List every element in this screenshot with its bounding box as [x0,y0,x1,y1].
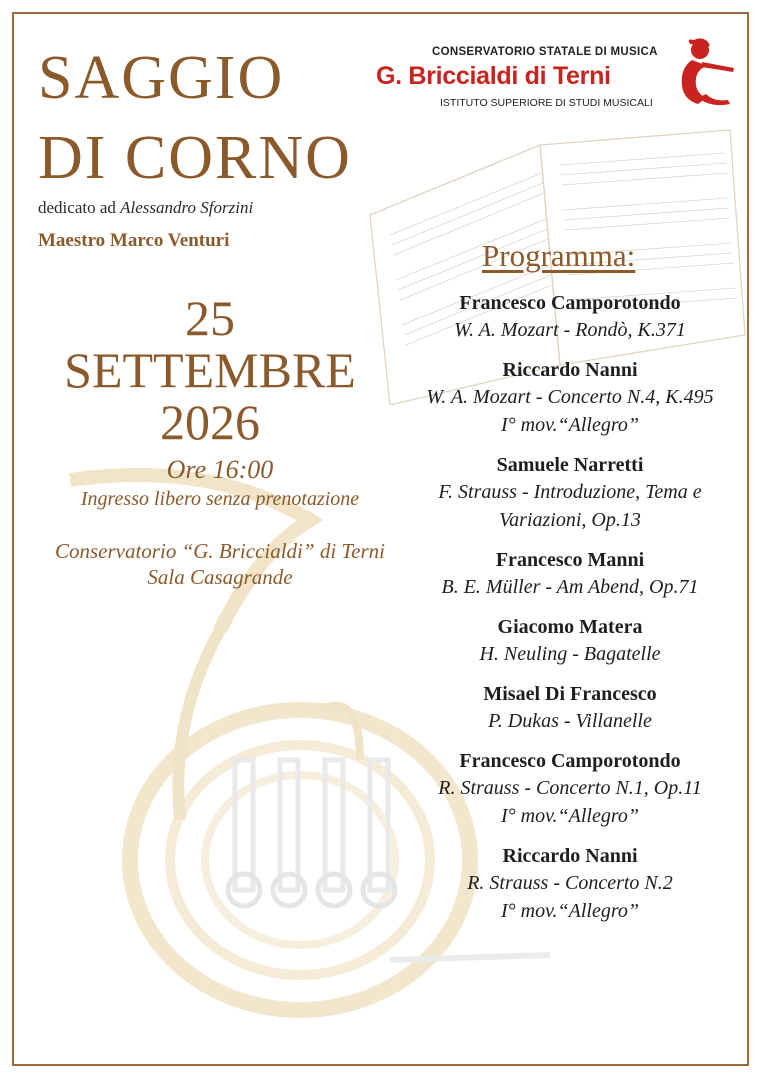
piece-title: R. Strauss - Concerto N.2 [467,872,673,894]
logo-city: di Terni [524,62,611,90]
title-line-1: SAGGIO [38,44,285,112]
logo-line-3: ISTITUTO SUPERIORE DI STUDI MUSICALI [440,97,653,109]
piece-title: W. A. Mozart - Concerto N.4, K.495 [426,386,714,408]
performer-name: Francesco Camporotondo [459,750,681,772]
piece-title: R. Strauss - Concerto N.1, Op.11 [438,777,702,799]
program-item [385,357,755,439]
program-item [385,681,755,735]
program-list [385,290,755,938]
logo-line-1: CONSERVATORIO STATALE DI MUSICA [432,46,658,58]
logo-name: G. Briccialdi [376,62,518,90]
program-item [385,452,755,534]
piece-title: P. Dukas - Villanelle [488,710,652,732]
performer-name: Giacomo Matera [497,616,643,638]
date-day: 25 [185,290,235,346]
performer-name: Samuele Narretti [496,454,644,476]
poster-title [38,38,352,198]
flutist-logo-icon [672,38,738,110]
dedication [38,198,253,218]
performer-name: Francesco Manni [495,549,645,571]
dedication-name: Alessandro Sforzini [120,198,254,217]
program-item [385,547,755,601]
venue-room: Sala Casagrande [147,565,293,589]
logo-line-2 [376,62,611,91]
piece-detail: I° mov.“Allegro” [501,414,639,436]
maestro-name: Maestro Marco Venturi [38,230,230,251]
piece-detail: I° mov.“Allegro” [501,805,639,827]
performer-name: Riccardo Nanni [502,845,638,867]
piece-detail: I° mov.“Allegro” [501,900,639,922]
date-year: 2026 [160,394,260,450]
piece-title: B. E. Müller - Am Abend, Op.71 [441,576,699,598]
event-time: Ore 16:00 [166,455,274,484]
program-item [385,843,755,925]
performer-name: Francesco Camporotondo [459,292,681,314]
program-item [385,748,755,830]
title-line-2: DI CORNO [38,124,352,192]
piece-title: F. Strauss - Introduzione, Tema e [438,481,702,503]
performer-name: Misael Di Francesco [483,683,657,705]
program-heading: Programma: [482,238,636,273]
date-month: SETTEMBRE [64,342,356,398]
program-item [385,614,755,668]
venue-name: Conservatorio “G. Briccialdi” di Terni [54,539,385,563]
piece-detail: Variazioni, Op.13 [499,509,641,531]
event-date [30,292,390,448]
conservatory-logo [372,38,742,113]
piece-title: W. A. Mozart - Rondò, K.371 [454,319,686,341]
performer-name: Riccardo Nanni [502,359,638,381]
dedication-prefix: dedicato ad [38,198,116,217]
entry-note: Ingresso libero senza prenotazione [80,488,360,510]
program-item [385,290,755,344]
piece-title: H. Neuling - Bagatelle [479,643,661,665]
